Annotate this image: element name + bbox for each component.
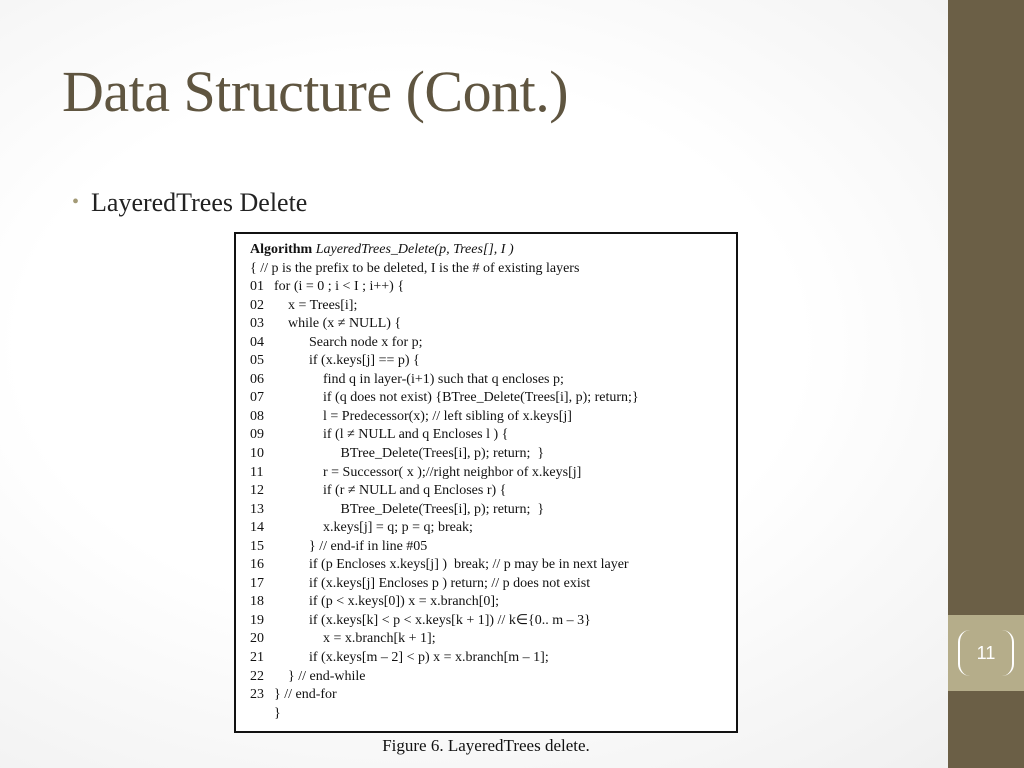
line-number: 02 [250, 297, 264, 313]
line-number: 17 [250, 575, 264, 591]
page-number-badge [948, 615, 1024, 691]
bullet-text: LayeredTrees Delete [91, 188, 308, 217]
code-line [250, 612, 736, 631]
code-text: } [274, 705, 281, 721]
code-text: } // end-if in line #05 [274, 538, 428, 554]
code-line [250, 538, 736, 557]
line-number: 10 [250, 446, 264, 462]
code-line [250, 389, 736, 408]
line-number: 08 [250, 408, 264, 424]
code-text: r = Successor( x );//right neighbor of x.keys[j] [274, 464, 582, 480]
code-line [250, 630, 736, 649]
code-text: l = Predecessor(x); // left sibling of x.keys[j] [274, 408, 572, 424]
code-line [250, 297, 736, 316]
algorithm-comment: { // p is the prefix to be deleted, I is the # of existing layers [250, 260, 580, 276]
code-text: if (x.keys[j] Encloses p ) return; // p does not exist [274, 575, 591, 591]
code-line [250, 408, 736, 427]
code-text: Search node x for p; [274, 334, 423, 350]
algorithm-signature: LayeredTrees_Delete(p, Trees[], I ) [315, 242, 514, 257]
algorithm-header [250, 241, 736, 260]
code-line [250, 686, 736, 705]
code-text: } // end-for [274, 687, 337, 703]
code-text: if (q does not exist) {BTree_Delete(Trees[i], p); return;} [274, 390, 639, 406]
code-text: if (x.keys[j] == p) { [274, 353, 420, 369]
code-line [250, 464, 736, 483]
code-line [250, 556, 736, 575]
line-number: 06 [250, 371, 264, 387]
code-text: if (x.keys[m – 2] < p) x = x.branch[m – 1]; [274, 650, 549, 666]
line-number: 16 [250, 557, 264, 573]
code-line [250, 519, 736, 538]
page-number: 11 [976, 642, 996, 663]
line-number: 19 [250, 612, 264, 628]
code-text: find q in layer-(i+1) such that q encloses p; [274, 371, 564, 387]
code-line [250, 575, 736, 594]
line-number: 14 [250, 520, 264, 536]
code-text: while (x ≠ NULL) { [274, 316, 402, 332]
code-line [250, 649, 736, 668]
code-line [250, 334, 736, 353]
code-text: x = x.branch[k + 1]; [274, 631, 436, 647]
line-number: 03 [250, 316, 264, 332]
code-line [250, 593, 736, 612]
line-number: 23 [250, 687, 264, 703]
algorithm-keyword: Algorithm [250, 242, 313, 257]
code-text: BTree_Delete(Trees[i], p); return; } [274, 446, 545, 462]
slide-title: Data Structure (Cont.) [62, 59, 569, 124]
line-number: 05 [250, 353, 264, 369]
line-number: 09 [250, 427, 264, 443]
code-line [250, 371, 736, 390]
code-line [250, 668, 736, 687]
line-number: 12 [250, 483, 264, 499]
code-line [250, 352, 736, 371]
code-listing [250, 278, 736, 723]
line-number: 11 [250, 464, 264, 480]
line-number: 18 [250, 594, 264, 610]
code-text: if (x.keys[k] < p < x.keys[k + 1]) // k∈{0.. m – 3} [274, 612, 591, 628]
code-text: if (l ≠ NULL and q Encloses l ) { [274, 427, 509, 443]
code-text: BTree_Delete(Trees[i], p); return; } [274, 501, 545, 517]
code-line [250, 705, 736, 724]
line-number: 22 [250, 668, 264, 684]
code-line [250, 278, 736, 297]
code-line [250, 426, 736, 445]
code-text: for (i = 0 ; i < I ; i++) { [274, 279, 405, 295]
line-number: 13 [250, 501, 264, 517]
code-line [250, 482, 736, 501]
line-number: 01 [250, 279, 264, 295]
line-number: 15 [250, 538, 264, 554]
bullet-dot-icon: • [72, 191, 80, 213]
bullet-item [72, 188, 307, 218]
code-line [250, 445, 736, 464]
code-text: x = Trees[i]; [274, 297, 358, 313]
line-number: 04 [250, 334, 264, 350]
figure-caption: Figure 6. LayeredTrees delete. [382, 736, 590, 755]
code-text: if (p Encloses x.keys[j] ) break; // p may be in next layer [274, 557, 629, 573]
code-line [250, 501, 736, 520]
code-text: if (p < x.keys[0]) x = x.branch[0]; [274, 594, 499, 610]
code-text: } // end-while [274, 668, 366, 684]
line-number: 21 [250, 650, 264, 666]
code-line [250, 315, 736, 334]
code-text: if (r ≠ NULL and q Encloses r) { [274, 483, 507, 499]
line-number: 07 [250, 390, 264, 406]
line-number: 20 [250, 631, 264, 647]
code-text: x.keys[j] = q; p = q; break; [274, 520, 473, 536]
algorithm-figure [234, 232, 738, 733]
